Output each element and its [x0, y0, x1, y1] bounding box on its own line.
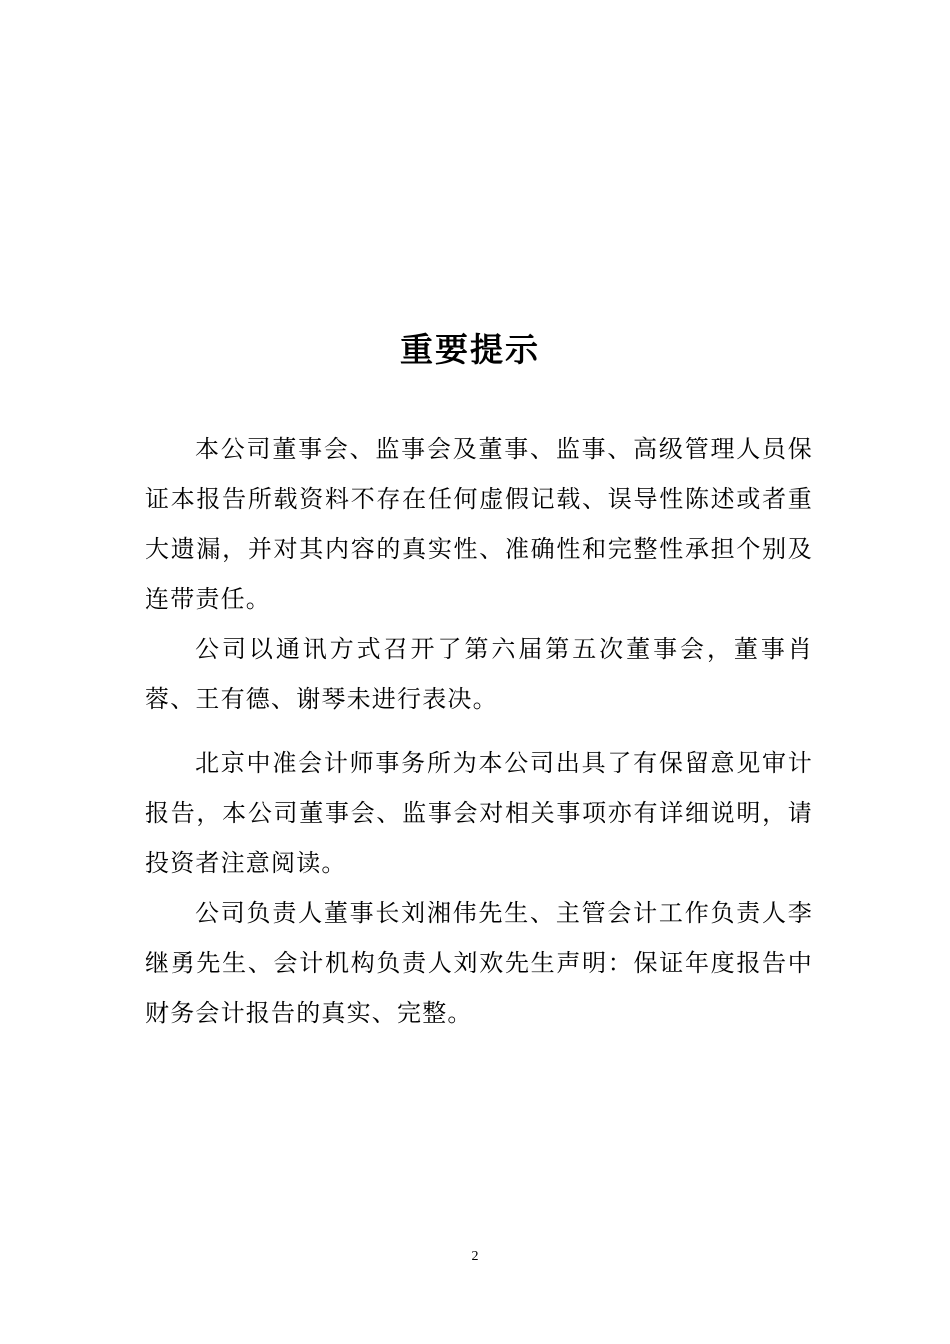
paragraph-board-guarantee: 本公司董事会、监事会及董事、监事、高级管理人员保证本报告所载资料不存在任何虚假记载、误导性陈述或者重大遗漏，并对其内容的真实性、准确性和完整性承担个别及连带责任。 [145, 435, 813, 613]
notice-body [145, 424, 813, 1038]
paragraph-board-meeting: 公司以通讯方式召开了第六届第五次董事会，董事肖蓉、王有德、谢琴未进行表决。 [145, 635, 813, 713]
page-title: 重要提示 [400, 330, 540, 369]
paragraph-audit-opinion: 北京中准会计师事务所为本公司出具了有保留意见审计报告，本公司董事会、监事会对相关事项亦有详细说明，请投资者注意阅读。 [145, 749, 813, 877]
page-number: 2 [471, 1249, 479, 1264]
paragraph-responsible-persons: 公司负责人董事长刘湘伟先生、主管会计工作负责人李继勇先生、会计机构负责人刘欢先生声明：保证年度报告中财务会计报告的真实、完整。 [145, 899, 813, 1027]
